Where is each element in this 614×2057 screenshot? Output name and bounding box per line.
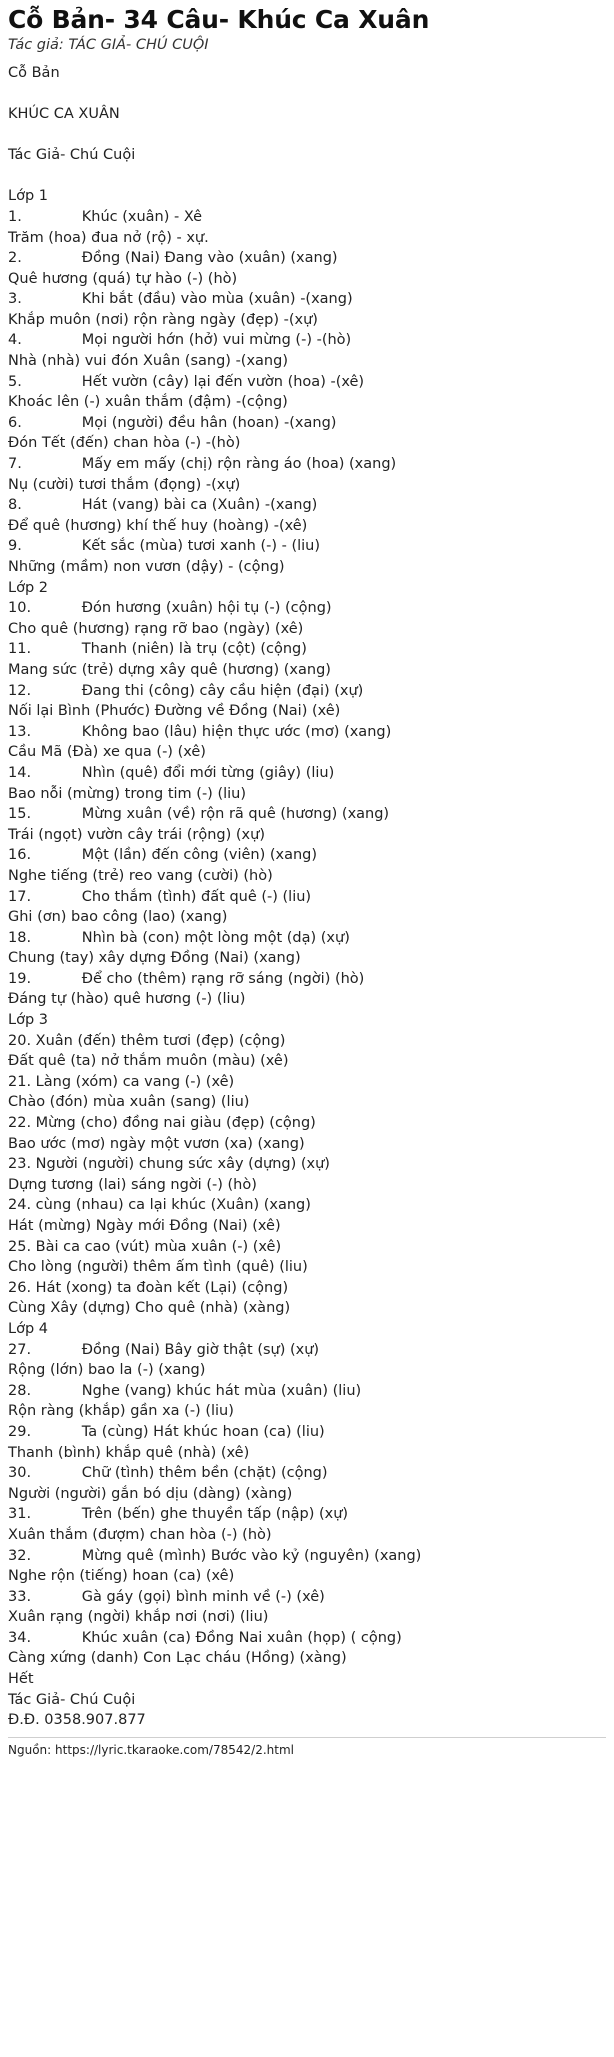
- lyric-line: Lớp 3: [8, 1012, 48, 1029]
- lyric-line: Cùng Xây (dựng) Cho quê (nhà) (xàng): [8, 1300, 291, 1317]
- source-link[interactable]: https://lyric.tkaraoke.com/78542/2.html: [55, 1742, 294, 1757]
- lyric-line: 34. Khúc xuân (ca) Đồng Nai xuân (họp) ( cộng): [8, 1629, 402, 1646]
- lyric-line: 6. Mọi (người) đều hân (hoan) -(xang): [8, 414, 337, 431]
- lyric-line: Hát (mừng) Ngày mới Đồng (Nai) (xê): [8, 1218, 281, 1234]
- lyric-line: 12. Đang thi (công) cây cầu hiện (đại) (xự): [8, 682, 364, 699]
- lyric-line: 11. Thanh (niên) là trụ (cột) (cộng): [8, 641, 307, 658]
- lyric-line: 2. Đồng (Nai) Đang vào (xuân) (xang): [8, 250, 338, 267]
- lyric-line: Hết: [8, 1671, 34, 1688]
- lyric-line: 15. Mừng xuân (về) rộn rã quê (hương) (xang): [8, 806, 390, 823]
- lyric-line: 19. Để cho (thêm) rạng rỡ sáng (ngời) (hò): [8, 970, 365, 987]
- lyric-line: 8. Hát (vang) bài ca (Xuân) -(xang): [8, 497, 318, 514]
- source-label: Nguồn:: [8, 1742, 52, 1757]
- lyric-line: 30. Chữ (tình) thêm bền (chặt) (cộng): [8, 1465, 328, 1482]
- lyric-line-blank: [8, 83, 606, 104]
- lyric-line: Mang sức (trẻ) dựng xây quê (hương) (xang): [8, 661, 331, 678]
- lyric-line: 32. Mừng quê (mình) Bước vào kỷ (nguyên) (xang): [8, 1547, 422, 1564]
- lyric-line: 23. Người (người) chung sức xây (dựng) (xự): [8, 1156, 330, 1173]
- lyric-line: Chung (tay) xây dựng Đồng (Nai) (xang): [8, 950, 301, 967]
- lyric-line-blank: [8, 125, 606, 146]
- lyric-line: 28. Nghe (vang) khúc hát mùa (xuân) (liu): [8, 1382, 362, 1399]
- lyric-line: 31. Trên (bến) ghe thuyền tấp (nập) (xự): [8, 1506, 349, 1523]
- lyric-line: Thanh (bình) khắp quê (nhà) (xê): [8, 1444, 250, 1461]
- lyric-line: Lớp 1: [8, 188, 48, 205]
- lyric-line: 4. Mọi người hớn (hở) vui mừng (-) -(hò): [8, 332, 352, 349]
- lyric-line: 25. Bài ca cao (vút) mùa xuân (-) (xê): [8, 1238, 282, 1255]
- lyric-line: 1. Khúc (xuân) - Xê: [8, 208, 203, 225]
- lyric-line: Dựng tương (lai) sáng ngời (-) (hò): [8, 1176, 257, 1193]
- lyric-line: Tác Giả- Chú Cuội: [8, 1691, 136, 1708]
- lyric-line: 10. Đón hương (xuân) hội tụ (-) (cộng): [8, 600, 332, 617]
- lyric-line: 7. Mấy em mấy (chị) rộn ràng áo (hoa) (xang): [8, 456, 397, 473]
- lyric-line: Xuân rạng (ngời) khắp nơi (nơi) (liu): [8, 1609, 269, 1626]
- lyric-line: Chào (đón) mùa xuân (sang) (liu): [8, 1094, 250, 1111]
- lyric-line: Xuân thắm (đượm) chan hòa (-) (hò): [8, 1526, 272, 1543]
- lyric-line: Trái (ngọt) vườn cây trái (rộng) (xự): [8, 826, 265, 843]
- lyric-line: 9. Kết sắc (mùa) tươi xanh (-) - (liu): [8, 538, 321, 555]
- lyric-line: Đón Tết (đến) chan hòa (-) -(hò): [8, 435, 241, 452]
- lyric-line: KHÚC CA XUÂN: [8, 105, 120, 122]
- lyric-line: Lớp 2: [8, 579, 48, 596]
- lyric-line: Nối lại Bình (Phước) Đường về Đồng (Nai) (xê): [8, 703, 341, 720]
- lyric-line: Bao nỗi (mừng) trong tim (-) (liu): [8, 785, 247, 802]
- lyric-line: Quê hương (quá) tự hào (-) (hò): [8, 270, 238, 287]
- lyric-line: Đ.Đ. 0358.907.877: [8, 1712, 146, 1729]
- lyric-line: 20. Xuân (đến) thêm tươi (đẹp) (cộng): [8, 1032, 286, 1049]
- lyric-line: 26. Hát (xong) ta đoàn kết (Lại) (cộng): [8, 1279, 289, 1296]
- lyric-line: Rộn ràng (khắp) gần xa (-) (liu): [8, 1403, 234, 1420]
- lyrics-body: [8, 63, 606, 1731]
- lyric-line: Để quê (hương) khí thế huy (hoàng) -(xê): [8, 517, 308, 534]
- lyric-line: Ghi (ơn) bao công (lao) (xang): [8, 909, 228, 926]
- lyric-line-blank: [8, 166, 606, 187]
- lyric-line: Tác Giả- Chú Cuội: [8, 147, 136, 164]
- lyric-line: Lớp 4: [8, 1320, 48, 1337]
- lyric-line: 16. Một (lần) đến công (viên) (xang): [8, 847, 318, 864]
- lyric-line: 33. Gà gáy (gọi) bình minh về (-) (xê): [8, 1588, 325, 1605]
- author-byline: Tác giả: TÁC GIẢ- CHÚ CUỘI: [8, 36, 209, 53]
- lyric-line: Trăm (hoa) đua nở (rộ) - xự.: [8, 229, 209, 246]
- lyric-line: 3. Khi bắt (đầu) vào mùa (xuân) -(xang): [8, 291, 353, 308]
- lyric-line: 29. Ta (cùng) Hát khúc hoan (ca) (liu): [8, 1423, 325, 1440]
- source-footer: [8, 1737, 606, 1763]
- lyric-line: Khoác lên (-) xuân thắm (đậm) -(cộng): [8, 394, 288, 411]
- lyric-line: 27. Đồng (Nai) Bây giờ thật (sự) (xự): [8, 1341, 320, 1358]
- lyric-line: Đất quê (ta) nở thắm muôn (màu) (xê): [8, 1053, 289, 1070]
- lyric-line: Nụ (cười) tươi thắm (đọng) -(xự): [8, 476, 241, 493]
- lyric-line: 17. Cho thắm (tình) đất quê (-) (liu): [8, 888, 312, 905]
- lyric-line: Nghe tiếng (trẻ) reo vang (cười) (hò): [8, 867, 273, 884]
- lyric-line: Người (người) gắn bó dịu (dàng) (xàng): [8, 1485, 293, 1502]
- lyric-line: Rộng (lớn) bao la (-) (xang): [8, 1362, 206, 1379]
- lyric-line: Những (mầm) non vươn (dậy) - (cộng): [8, 559, 285, 575]
- lyric-line: Nhà (nhà) vui đón Xuân (sang) -(xang): [8, 353, 288, 370]
- lyric-line: Cho quê (hương) rạng rỡ bao (ngày) (xê): [8, 620, 304, 637]
- lyric-line: 5. Hết vườn (cây) lại đến vườn (hoa) -(xê): [8, 373, 365, 390]
- lyric-line: Bao ước (mơ) ngày một vươn (xa) (xang): [8, 1135, 305, 1152]
- lyric-line: Cỗ Bản: [8, 64, 60, 81]
- lyric-line: 13. Không bao (lâu) hiện thực ước (mơ) (xang): [8, 723, 392, 740]
- lyric-line: Đáng tự (hào) quê hương (-) (liu): [8, 991, 246, 1008]
- lyric-line: Khắp muôn (nơi) rộn ràng ngày (đẹp) -(xự): [8, 311, 318, 328]
- lyric-line: Càng xứng (danh) Con Lạc cháu (Hồng) (xàng): [8, 1650, 347, 1667]
- lyric-line: 24. cùng (nhau) ca lại khúc (Xuân) (xang): [8, 1197, 311, 1214]
- lyric-line: Cho lòng (người) thêm ấm tình (quê) (liu): [8, 1259, 308, 1276]
- lyric-line: Nghe rộn (tiếng) hoan (ca) (xê): [8, 1568, 235, 1585]
- page-title: Cỗ Bản- 34 Câu- Khúc Ca Xuân: [8, 5, 430, 34]
- lyric-line: 21. Làng (xóm) ca vang (-) (xê): [8, 1073, 235, 1090]
- lyric-line: 18. Nhìn bà (con) một lòng một (dạ) (xự): [8, 929, 350, 946]
- lyric-line: 22. Mừng (cho) đồng nai giàu (đẹp) (cộng): [8, 1115, 316, 1132]
- lyric-line: Cầu Mã (Đà) xe qua (-) (xê): [8, 744, 206, 761]
- lyric-line: 14. Nhìn (quê) đổi mới từng (giây) (liu): [8, 764, 335, 781]
